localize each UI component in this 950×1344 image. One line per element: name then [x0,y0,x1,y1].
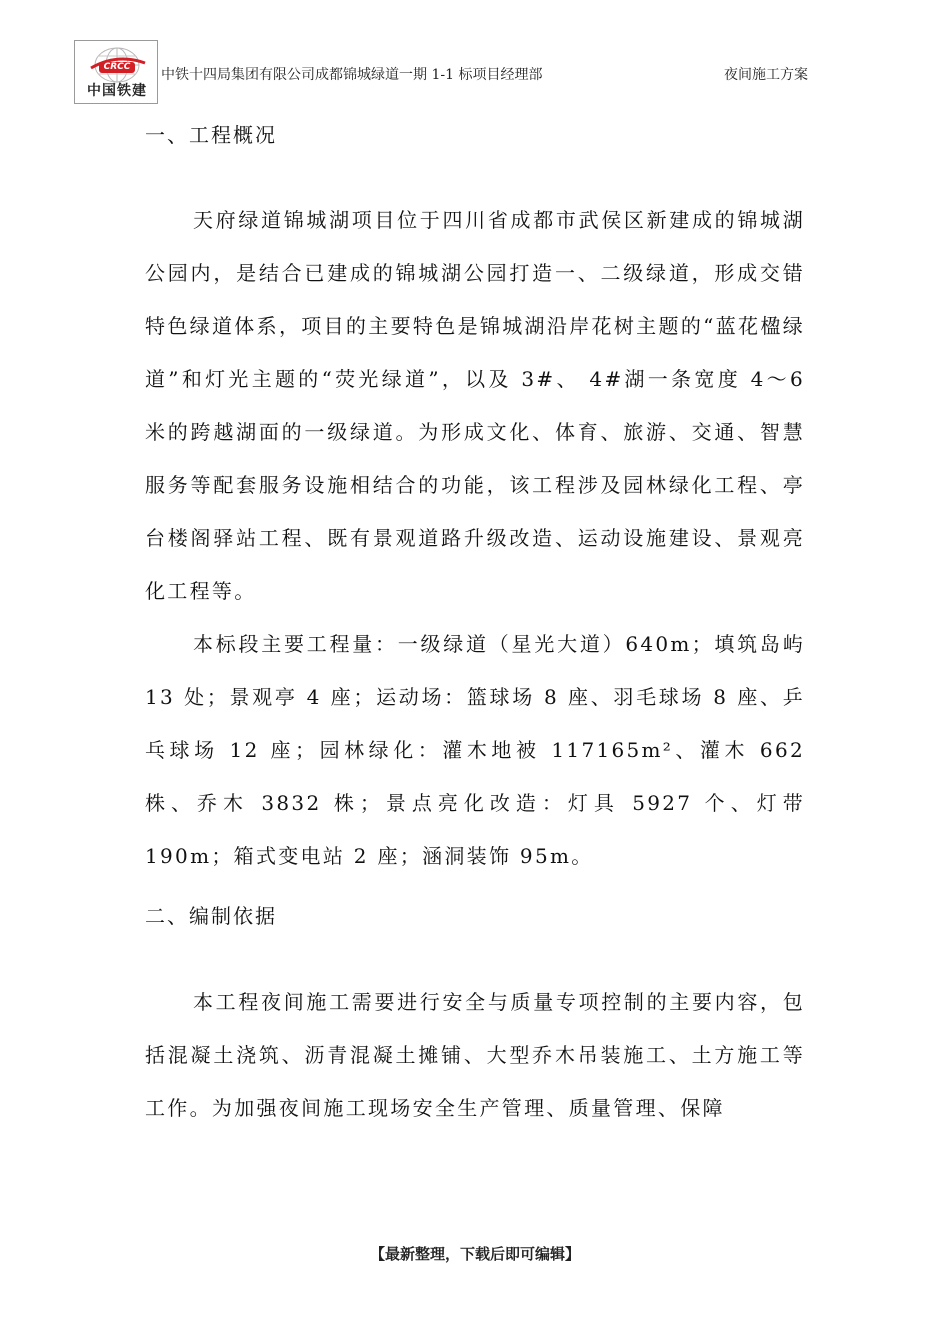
header-document-title: 夜间施工方案 [724,67,808,83]
logo-text: 中国铁建 [87,83,147,99]
paragraph: 天府绿道锦城湖项目位于四川省成都市武侯区新建成的锦城湖公园内，是结合已建成的锦城湖公园打造一、二级绿道，形成交错特色绿道体系，项目的主要特色是锦城湖沿岸花树主题的“蓝花楹绿道”和灯光主题的“荧光绿道”，以及 3#、 4#湖一条宽度 4～6 米的跨越湖面的一级绿道。为形成文化、体育、旅游、交通、智慧服务等配套服务设施相结合的功能，该工程涉及园林绿化工程、亭台楼阁驿站工程、既有景观道路升级改造、运动设施建设、景观亮化工程等。 [145,208,805,603]
header-divider [160,90,808,91]
section-heading: 二、编制依据 [145,904,277,928]
section-body [145,194,805,883]
paragraph: 本标段主要工程量：一级绿道（星光大道）640m；填筑岛屿 13 处；景观亭 4 座；运动场：篮球场 8 座、羽毛球场 8 座、乒乓球场 12 座；园林绿化：灌木地被 117165m²、灌木 662 株、乔木 3832 株；景点亮化改造：灯具 5927 个、灯带 190m；箱式变电站 2 座；涵洞装饰 95m。 [145,632,805,868]
logo-badge: CRCC [103,62,131,72]
paragraph: 本工程夜间施工需要进行安全与质量专项控制的主要内容，包括混凝土浇筑、沥青混凝土摊铺、大型乔木吊装施工、土方施工等工作。为加强夜间施工现场安全生产管理、质量管理、保障 [145,990,805,1120]
section-body [145,976,805,1135]
section-heading: 一、工程概况 [145,123,277,147]
page-footer: 【最新整理，下载后即可编辑】 [369,1245,580,1263]
company-logo [74,40,158,104]
header-organization: 中铁十四局集团有限公司成都锦城绿道一期 1-1 标项目经理部 [161,67,543,83]
